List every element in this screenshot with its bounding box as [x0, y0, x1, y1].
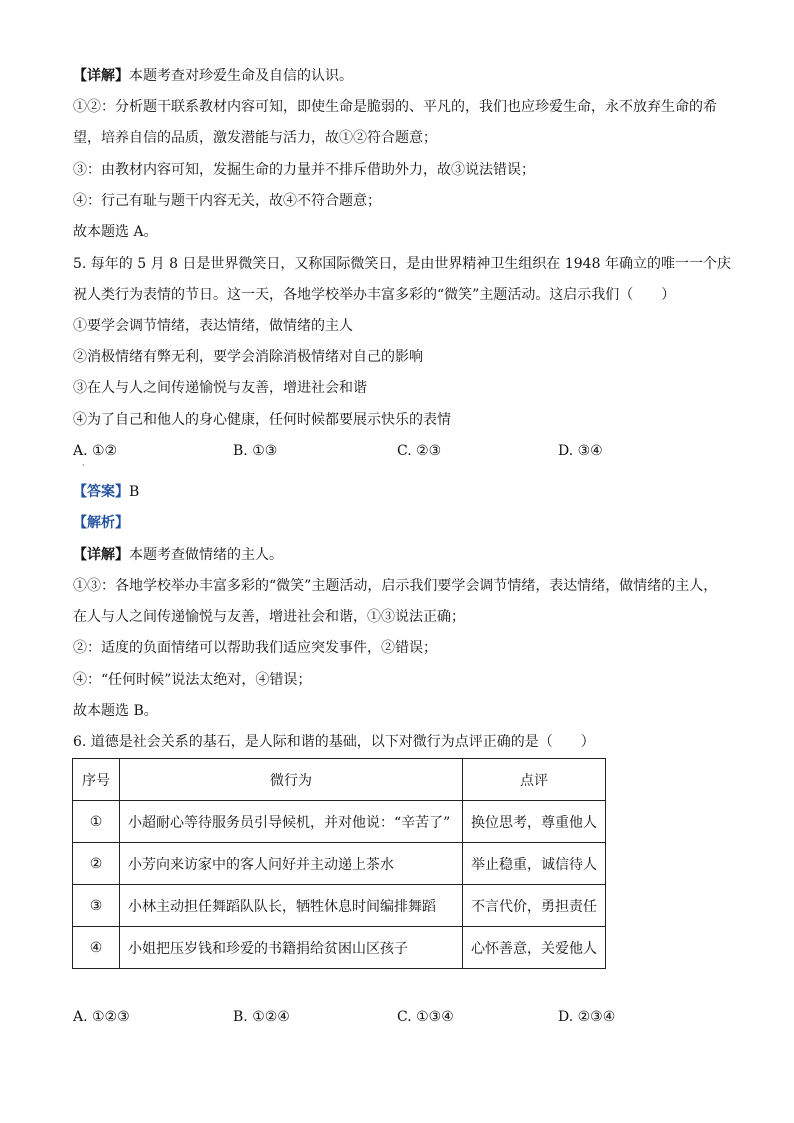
- q5-option-a: A. ①②: [73, 443, 118, 459]
- detail-text: 本题考查做情绪的主人。: [129, 547, 283, 563]
- q5-stem-line2: 祝人类行为表情的节日。这一天，各地学校举办丰富多彩的“微笑”主题活动。这启示我们（ ）: [73, 287, 676, 303]
- q6-option-c: C. ①③④: [397, 1009, 454, 1025]
- q5-item-4: ④为了自己和他人的身心健康，任何时候都要展示快乐的表情: [73, 412, 451, 428]
- table-header-row: [73, 759, 606, 801]
- table-cell-behavior: 小芳向来访家中的客人问好并主动递上茶水: [120, 843, 463, 885]
- q4-analysis-c: ④：行己有耻与题干内容无关，故④不符合题意；: [73, 193, 381, 209]
- table-row: [73, 885, 606, 927]
- table-cell-comment: 举止稳重，诚信待人: [463, 843, 606, 885]
- q6-stem: 6. 道德是社会关系的基石，是人际和谐的基础，以下对微行为点评正确的是（ ）: [73, 734, 595, 750]
- table-cell-behavior: 小林主动担任舞蹈队队长，牺牲休息时间编排舞蹈: [120, 885, 463, 927]
- table-row: [73, 801, 606, 843]
- q4-analysis-a-line2: 望，培养自信的品质，激发潜能与活力，故①②符合题意；: [73, 130, 437, 146]
- stray-dot: ·: [82, 461, 85, 470]
- table-cell-comment: 心怀善意，关爱他人: [463, 927, 606, 969]
- q5-analysis-b: ②：适度的负面情绪可以帮助我们适应突发事件，②错误；: [73, 640, 437, 656]
- q5-item-3: ③在人与人之间传递愉悦与友善，增进社会和谐: [73, 380, 367, 396]
- answer-tag: 【答案】: [73, 484, 129, 500]
- table-cell-comment: 换位思考，尊重他人: [463, 801, 606, 843]
- q6-option-d: D. ②③④: [558, 1009, 616, 1025]
- detail-tag: 【详解】: [73, 68, 129, 84]
- table-cell-comment: 不言代价，勇担责任: [463, 885, 606, 927]
- table-row: [73, 927, 606, 969]
- table-cell-index: ①: [73, 801, 120, 843]
- table-cell-behavior: 小超耐心等待服务员引导候机，并对他说：“辛苦了”: [120, 801, 463, 843]
- micro-behavior-table: [72, 758, 606, 969]
- q5-item-1: ①要学会调节情绪，表达情绪，做情绪的主人: [73, 318, 353, 334]
- q5-detail-line: [73, 545, 733, 565]
- q6-option-a: A. ①②③: [73, 1009, 130, 1025]
- table-cell-index: ③: [73, 885, 120, 927]
- table-header-cell: 点评: [463, 759, 606, 801]
- q4-detail-line: [73, 66, 733, 86]
- q5-analysis-a-line1: ①③：各地学校举办丰富多彩的“微笑”主题活动，启示我们要学会调节情绪，表达情绪，做情绪的主人，: [73, 578, 718, 594]
- q5-analysis-tag-line: [73, 513, 733, 533]
- q5-conclusion: 故本题选 B。: [73, 703, 158, 719]
- table-cell-index: ②: [73, 843, 120, 885]
- detail-tag: 【详解】: [73, 547, 129, 563]
- detail-text: 本题考查对珍爱生命及自信的认识。: [129, 68, 353, 84]
- q5-stem-line1: 5. 每年的 5 月 8 日是世界微笑日，又称国际微笑日，是由世界精神卫生组织在 1948 年确立的唯一一个庆: [73, 256, 731, 272]
- q5-option-b: B. ①③: [233, 443, 278, 459]
- q5-analysis-a-line2: 在人与人之间传递愉悦与友善，增进社会和谐，①③说法正确；: [73, 609, 465, 625]
- q4-conclusion: 故本题选 A。: [73, 224, 158, 240]
- analysis-tag: 【解析】: [73, 515, 129, 531]
- q5-item-2: ②消极情绪有弊无利，要学会消除消极情绪对自己的影响: [73, 349, 423, 365]
- q5-option-d: D. ③④: [558, 443, 603, 459]
- table-row: [73, 843, 606, 885]
- q5-answer-line: [73, 482, 733, 502]
- q5-option-c: C. ②③: [397, 443, 442, 459]
- table-cell-behavior: 小姐把压岁钱和珍爱的书籍捐给贫困山区孩子: [120, 927, 463, 969]
- q6-option-b: B. ①②④: [233, 1009, 290, 1025]
- q4-analysis-b: ③：由教材内容可知，发掘生命的力量并不排斥借助外力，故③说法错误；: [73, 162, 535, 178]
- q4-analysis-a-line1: ①②：分析题干联系教材内容可知，即使生命是脆弱的、平凡的，我们也应珍爱生命，永不放弃生命的希: [73, 99, 717, 115]
- table-header-cell: 序号: [73, 759, 120, 801]
- table-header-cell: 微行为: [120, 759, 463, 801]
- q5-analysis-c: ④：“任何时候”说法太绝对，④错误；: [73, 672, 312, 688]
- table-cell-index: ④: [73, 927, 120, 969]
- answer-value: B: [129, 484, 140, 500]
